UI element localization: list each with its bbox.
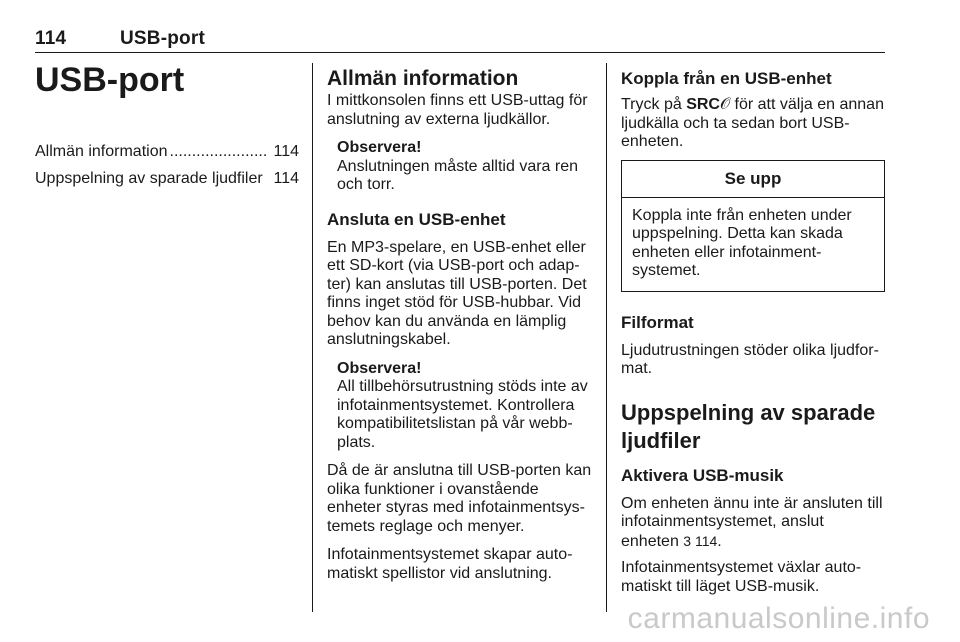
warning-text: Koppla inte från enheten under uppspelning. Detta kan skada enheten eller infotainment-systemet. [632, 206, 852, 279]
heading-general-info: Allmän information [327, 67, 519, 90]
paragraph-disconnect [621, 96, 885, 152]
column-disconnect [621, 68, 885, 596]
toc-entry-label: Uppspelning av sparade ljudfiler [35, 170, 263, 187]
table-of-contents [35, 142, 299, 188]
toc-entry-page: 114 [273, 170, 299, 187]
text-fragment: för att välja en annan ljudkälla och ta sedan bort USB-enheten. [621, 96, 884, 150]
page-reference-link[interactable]: 3 114 [683, 532, 718, 549]
toc-leader-dots: ...................... [169, 143, 268, 160]
note-text: Anslutningen måste alltid vara ren och torr. [337, 157, 579, 193]
paragraph-connect-usb: En MP3-spelare, en USB-enhet eller ett SD-kort (via USB-port och adap-ter) kan anslutas till USB-porten. Det finns inget stöd för USB-hubbar. Vid behov kan du använda en lämplig anslutningskabel. [327, 238, 587, 348]
paragraph-file-format: Ljudutrustningen stöder olika ljudfor-mat. [621, 341, 879, 377]
column-divider-2 [606, 63, 607, 612]
paragraph-functions: Då de är anslutna till USB-porten kan olika funktioner i ovanstående enheter styras med infotainmentsys-temets reglage och menyer. [327, 462, 592, 535]
note-box-2 [327, 360, 592, 453]
heading-playback: Uppspelning av sparade ljudfiler [621, 399, 876, 453]
paragraph-activate [621, 495, 885, 552]
header-section-title: USB-port [120, 28, 205, 49]
text-fragment: Om enheten ännu inte är ansluten till infotainmentsystemet, anslut enheten [621, 494, 883, 550]
text-fragment: Tryck på [621, 96, 687, 113]
paragraph-general-info: I mittkonsolen finns ett USB-uttag för anslutning av externa ljudkällor. [327, 92, 588, 128]
source-key-icon: 𝒪 [719, 96, 731, 113]
note-box-1 [327, 139, 592, 195]
watermark: carmanualsonline.info [627, 602, 930, 635]
paragraph-auto-switch: Infotainmentsystemet växlar auto-matiskt till läget USB-musik. [621, 559, 862, 595]
warning-title: Se upp [622, 161, 884, 198]
note-text: All tillbehörsutrustning stöds inte av infotainmentsystemet. Kontrollera kompatibilitetslistan på vår webb-plats. [337, 378, 588, 451]
column-general [327, 66, 592, 583]
warning-box [621, 160, 885, 292]
src-button-label: SRC [686, 96, 720, 113]
paragraph-playlists: Infotainmentsystemet skapar auto-matiskt spellistor vid anslutning. [327, 546, 573, 582]
note-label: Observera! [337, 139, 422, 156]
heading-disconnect-usb: Koppla från en USB-enhet [621, 69, 832, 88]
toc-entry-general[interactable] [35, 142, 299, 161]
toc-entry-page: 114 [273, 143, 299, 160]
heading-file-format: Filformat [621, 312, 694, 332]
toc-entry-playback[interactable] [35, 169, 299, 188]
chapter-title: USB-port [35, 61, 185, 99]
column-toc [35, 60, 299, 196]
heading-activate-usb-music: Aktivera USB-musik [621, 465, 784, 485]
toc-entry-label: Allmän information [35, 143, 168, 160]
page-number: 114 [35, 28, 67, 49]
text-fragment: . [717, 532, 722, 550]
note-label: Observera! [337, 359, 422, 377]
column-divider-1 [312, 63, 313, 612]
heading-connect-usb: Ansluta en USB-enhet [327, 209, 506, 229]
page-header [35, 28, 885, 53]
